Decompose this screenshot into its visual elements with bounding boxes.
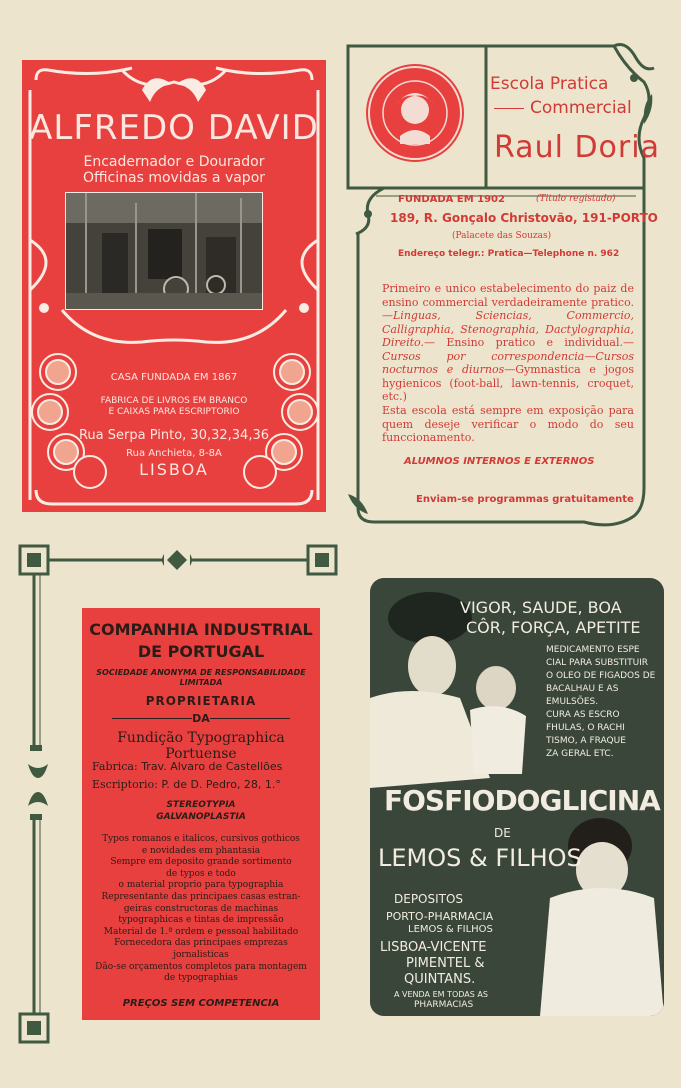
trade-line-1: Encadernador e Dourador bbox=[83, 154, 265, 170]
paragraph-segment: Primeiro e unico estabelecimento do paiz de ensino commercial verdadeiramente pratico.— bbox=[382, 282, 634, 322]
ad-alfredo-david bbox=[22, 60, 326, 512]
paragraph-segment: Linguas, Sciencias, Commercio, Calligraphia, Stenographia, Dactylographia, Direito. bbox=[382, 309, 634, 349]
description-line: jornalisticas bbox=[173, 949, 229, 960]
description-line: de typographias bbox=[164, 973, 238, 984]
company-subtitle-1: SOCIEDADE ANONYMA DE RESPONSABILIDADE bbox=[96, 668, 306, 677]
office-line bbox=[92, 778, 281, 791]
paragraph-segment: Cursos por correspondencia—Cursos nocturnos e diurnos bbox=[382, 349, 634, 376]
product-name: FOSFIODOGLICINA bbox=[384, 784, 660, 817]
rule-left bbox=[112, 718, 192, 719]
factory-label: Fabrica: bbox=[92, 760, 138, 773]
office-address: P. de D. Pedro, 28, 1.° bbox=[161, 778, 281, 791]
slogan-line-1: VIGOR, SAUDE, BOA bbox=[460, 598, 622, 617]
description-paragraph bbox=[382, 282, 634, 404]
slogan-line-2: CÔR, FORÇA, APETITE bbox=[466, 618, 641, 637]
description-line: Fornecedora das principaes emprezas bbox=[114, 938, 288, 949]
services-2: GALVANOPLASTIA bbox=[156, 812, 246, 822]
description-line: geiras constructoras de machinas bbox=[123, 903, 279, 914]
founded-text: FUNDADA EM 1902 bbox=[398, 194, 505, 205]
office-label: Escriptorio: bbox=[92, 778, 158, 791]
medicine-claim-line: CURA AS ESCRO bbox=[546, 710, 620, 720]
school-seal bbox=[366, 64, 464, 162]
address-line-2: Rua Anchieta, 8-8A bbox=[126, 448, 222, 459]
programmes-text: Enviam-se programmas gratuitamente bbox=[416, 494, 634, 505]
students-text: ALUMNOS INTERNOS E EXTERNOS bbox=[404, 456, 595, 467]
company-title-1: COMPANHIA INDUSTRIAL bbox=[89, 620, 313, 639]
description-block bbox=[82, 834, 320, 985]
foundry-name: Fundição Typographica Portuense bbox=[117, 730, 285, 762]
address-text: 189, R. Gonçalo Christovão, 191-PORTO bbox=[390, 211, 658, 225]
founded-text: CASA FUNDADA EM 1867 bbox=[110, 372, 238, 383]
city-text: LISBOA bbox=[139, 460, 209, 479]
company-title-2: DE PORTUGAL bbox=[137, 642, 265, 661]
owner-text: PROPRIETARIA bbox=[145, 694, 257, 708]
description-line: Typos romanos e italicos, cursivos gothicos bbox=[102, 834, 300, 844]
title-raul-doria: Raul Doria bbox=[494, 130, 660, 165]
description-line: Dão-se orçamentos completos para montagem bbox=[95, 961, 307, 972]
factory-line-1: FABRICA DE LIVROS EM BRANCO bbox=[100, 396, 248, 406]
medicine-claim-line: TISMO, A FRAQUE bbox=[546, 736, 626, 746]
medicine-claim-line: CIAL PARA SUBSTITUIR bbox=[546, 658, 649, 668]
medicine-claim-line: BACALHAU E AS bbox=[546, 684, 619, 694]
factory-address: Trav. Alvaro de Castellões bbox=[141, 760, 283, 773]
telegraph-text: Endereço telegr.: Pratica—Telephone n. 962 bbox=[398, 249, 620, 259]
de-text: DE bbox=[494, 826, 511, 840]
registered-text: (Titulo registado) bbox=[536, 194, 616, 204]
medicine-claim-line: MEDICAMENTO ESPE bbox=[546, 645, 640, 655]
factory-line bbox=[92, 760, 282, 773]
title-line-2: Commercial bbox=[530, 98, 632, 118]
lisboa-line-3: QUINTANS. bbox=[404, 972, 476, 987]
exposition-paragraph: Esta escola está sempre em exposição para quem deseje verificar o modo do seu funccionamento. bbox=[382, 404, 634, 444]
palace-text: (Palacete das Souzas) bbox=[452, 231, 552, 241]
company-name: ALFREDO DAVID bbox=[29, 108, 319, 148]
address-line-1: Rua Serpa Pinto, 30,32,34,36 bbox=[78, 428, 270, 443]
sold-line-2: PHARMACIAS bbox=[414, 1000, 474, 1010]
description-line: e novidades em phantasia bbox=[141, 845, 261, 856]
title-line-1: Escola Pratica bbox=[490, 74, 609, 94]
lisboa-line-1: LISBOA-VICENTE bbox=[380, 940, 487, 955]
description-line: Sempre em deposito grande sortimento bbox=[110, 857, 292, 868]
porto-line-1: PORTO-PHARMACIA bbox=[386, 910, 494, 923]
medicine-claim-line: EMULSÕES. bbox=[546, 697, 599, 707]
lisboa-line-2: PIMENTEL & bbox=[406, 956, 485, 971]
paragraph-segment: —Gymnastica e jogos hygienicos (foot-ball, lawn-tennis, croquet, etc.) bbox=[382, 363, 634, 403]
prices-text: PREÇOS SEM COMPETENCIA bbox=[122, 998, 280, 1009]
description-line: Material de 1.ª ordem e pessoal habilitado bbox=[103, 926, 299, 937]
medicine-claims bbox=[546, 644, 664, 761]
medicine-claim-line: ZA GERAL ETC. bbox=[546, 749, 614, 759]
medicine-claim-line: O OLEO DE FIGADOS DE bbox=[546, 671, 656, 681]
sold-line-1: A VENDA EM TODAS AS bbox=[394, 990, 488, 999]
of-text: DA bbox=[192, 712, 210, 725]
rule-right bbox=[210, 718, 290, 719]
description-line: o material proprio para typographia bbox=[118, 880, 284, 891]
company-subtitle-2: LIMITADA bbox=[179, 678, 223, 687]
porto-line-2: LEMOS & FILHOS bbox=[408, 924, 493, 935]
title-rule bbox=[494, 108, 524, 109]
medicine-claim-line: FHULAS, O RACHI bbox=[546, 723, 625, 733]
trade-line-2: Officinas movidas a vapor bbox=[82, 170, 266, 186]
workshop-photo bbox=[65, 192, 263, 310]
description-line: typographicas e tintas de impressão bbox=[118, 915, 284, 926]
description-line: de typos e todo bbox=[166, 868, 236, 879]
depots-label: DEPOSITOS bbox=[394, 892, 464, 906]
ad-escola-pratica bbox=[344, 38, 662, 532]
description-line: Representante das principaes casas estran- bbox=[101, 891, 301, 902]
ad-fosfiodoglicina bbox=[370, 578, 664, 1016]
maker-name: LEMOS & FILHOS bbox=[378, 844, 582, 872]
paragraph-segment: — Ensino pratico e individual.— bbox=[423, 336, 634, 349]
services-1: STEREOTYPIA bbox=[166, 800, 236, 810]
ad-companhia-industrial bbox=[82, 608, 320, 1020]
factory-line-2: E CAIXAS PARA ESCRIPTORIO bbox=[108, 407, 240, 417]
